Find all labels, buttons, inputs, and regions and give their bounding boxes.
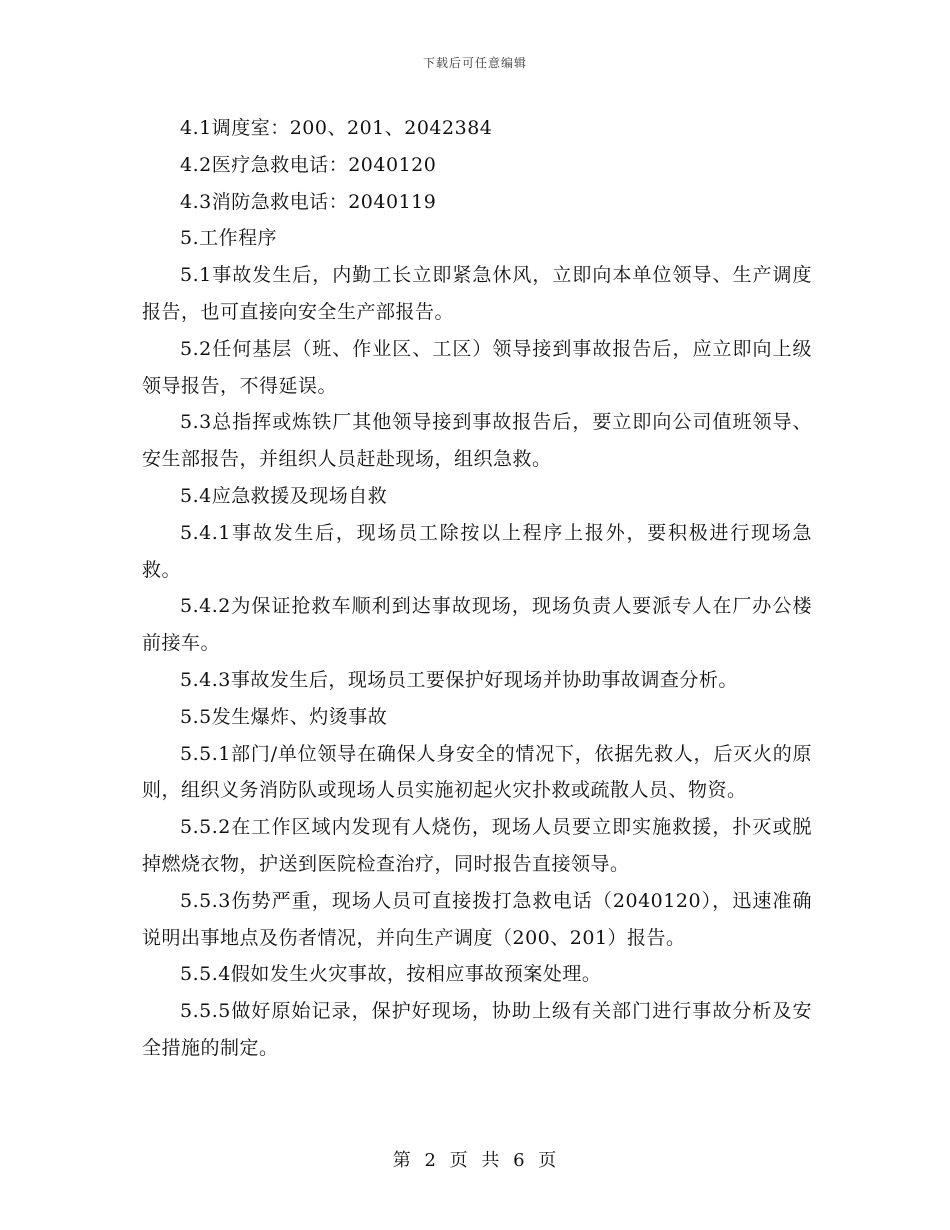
- paragraph-4-2: 4.2医疗急救电话：2040120: [180, 153, 437, 176]
- paragraph-5-5-2: 5.5.2在工作区域内发现有人烧伤，现场人员要立即实施救援，扑灭或脱掉燃烧衣物，护送到医院检查治疗，同时报告直接领导。: [142, 816, 812, 875]
- section-heading-5-5: 5.5发生爆炸、灼烫事故: [180, 705, 388, 728]
- paragraph-5-5-1: 5.5.1部门/单位领导在确保人身安全的情况下，依据先救人，后灭火的原则，组织义务消防队或现场人员实施初起火灾扑救或疏散人员、物资。: [142, 742, 812, 802]
- page-header: 下载后可任意编辑: [422, 56, 527, 70]
- paragraph-5-5-5: 5.5.5做好原始记录，保护好现场，协助上级有关部门进行事故分析及安全措施的制定。: [142, 1000, 812, 1059]
- paragraph-5-5-3: 5.5.3伤势严重，现场人员可直接拨打急救电话（2040120），迅速准确说明出事地点及伤者情况，并向生产调度（200、201）报告。: [142, 889, 812, 949]
- paragraph-5-4-2: 5.4.2为保证抢救车顺利到达事故现场，现场负责人要派专人在厂办公楼前接车。: [142, 595, 812, 655]
- document-body: [142, 110, 812, 1067]
- paragraph-5-3: 5.3总指挥或炼铁厂其他领导接到事故报告后，要立即向公司值班领导、安生部报告，并组织人员赶赴现场，组织急救。: [142, 411, 812, 471]
- section-heading-5: 5.工作程序: [180, 227, 278, 250]
- paragraph-5-4-3: 5.4.3事故发生后，现场员工要保护好现场并协助事故调查分析。: [180, 668, 738, 691]
- section-heading-5-4: 5.4应急救援及现场自救: [180, 484, 388, 507]
- paragraph-4-3: 4.3消防急救电话：2040119: [180, 190, 437, 213]
- page-number: 第 2 页 共 6 页: [392, 1150, 558, 1171]
- paragraph-5-2: 5.2任何基层（班、作业区、工区）领导接到事故报告后，应立即向上级领导报告，不得延误。: [142, 337, 812, 397]
- paragraph-5-1: 5.1事故发生后，内勤工长立即紧急休风，立即向本单位领导、生产调度报告，也可直接向安全生产部报告。: [142, 264, 812, 323]
- paragraph-4-1: 4.1调度室：200、201、2042384: [180, 117, 493, 139]
- paragraph-5-5-4: 5.5.4假如发生火灾事故，按相应事故预案处理。: [180, 963, 602, 986]
- paragraph-5-4-1: 5.4.1事故发生后，现场员工除按以上程序上报外，要积极进行现场急救。: [142, 521, 812, 581]
